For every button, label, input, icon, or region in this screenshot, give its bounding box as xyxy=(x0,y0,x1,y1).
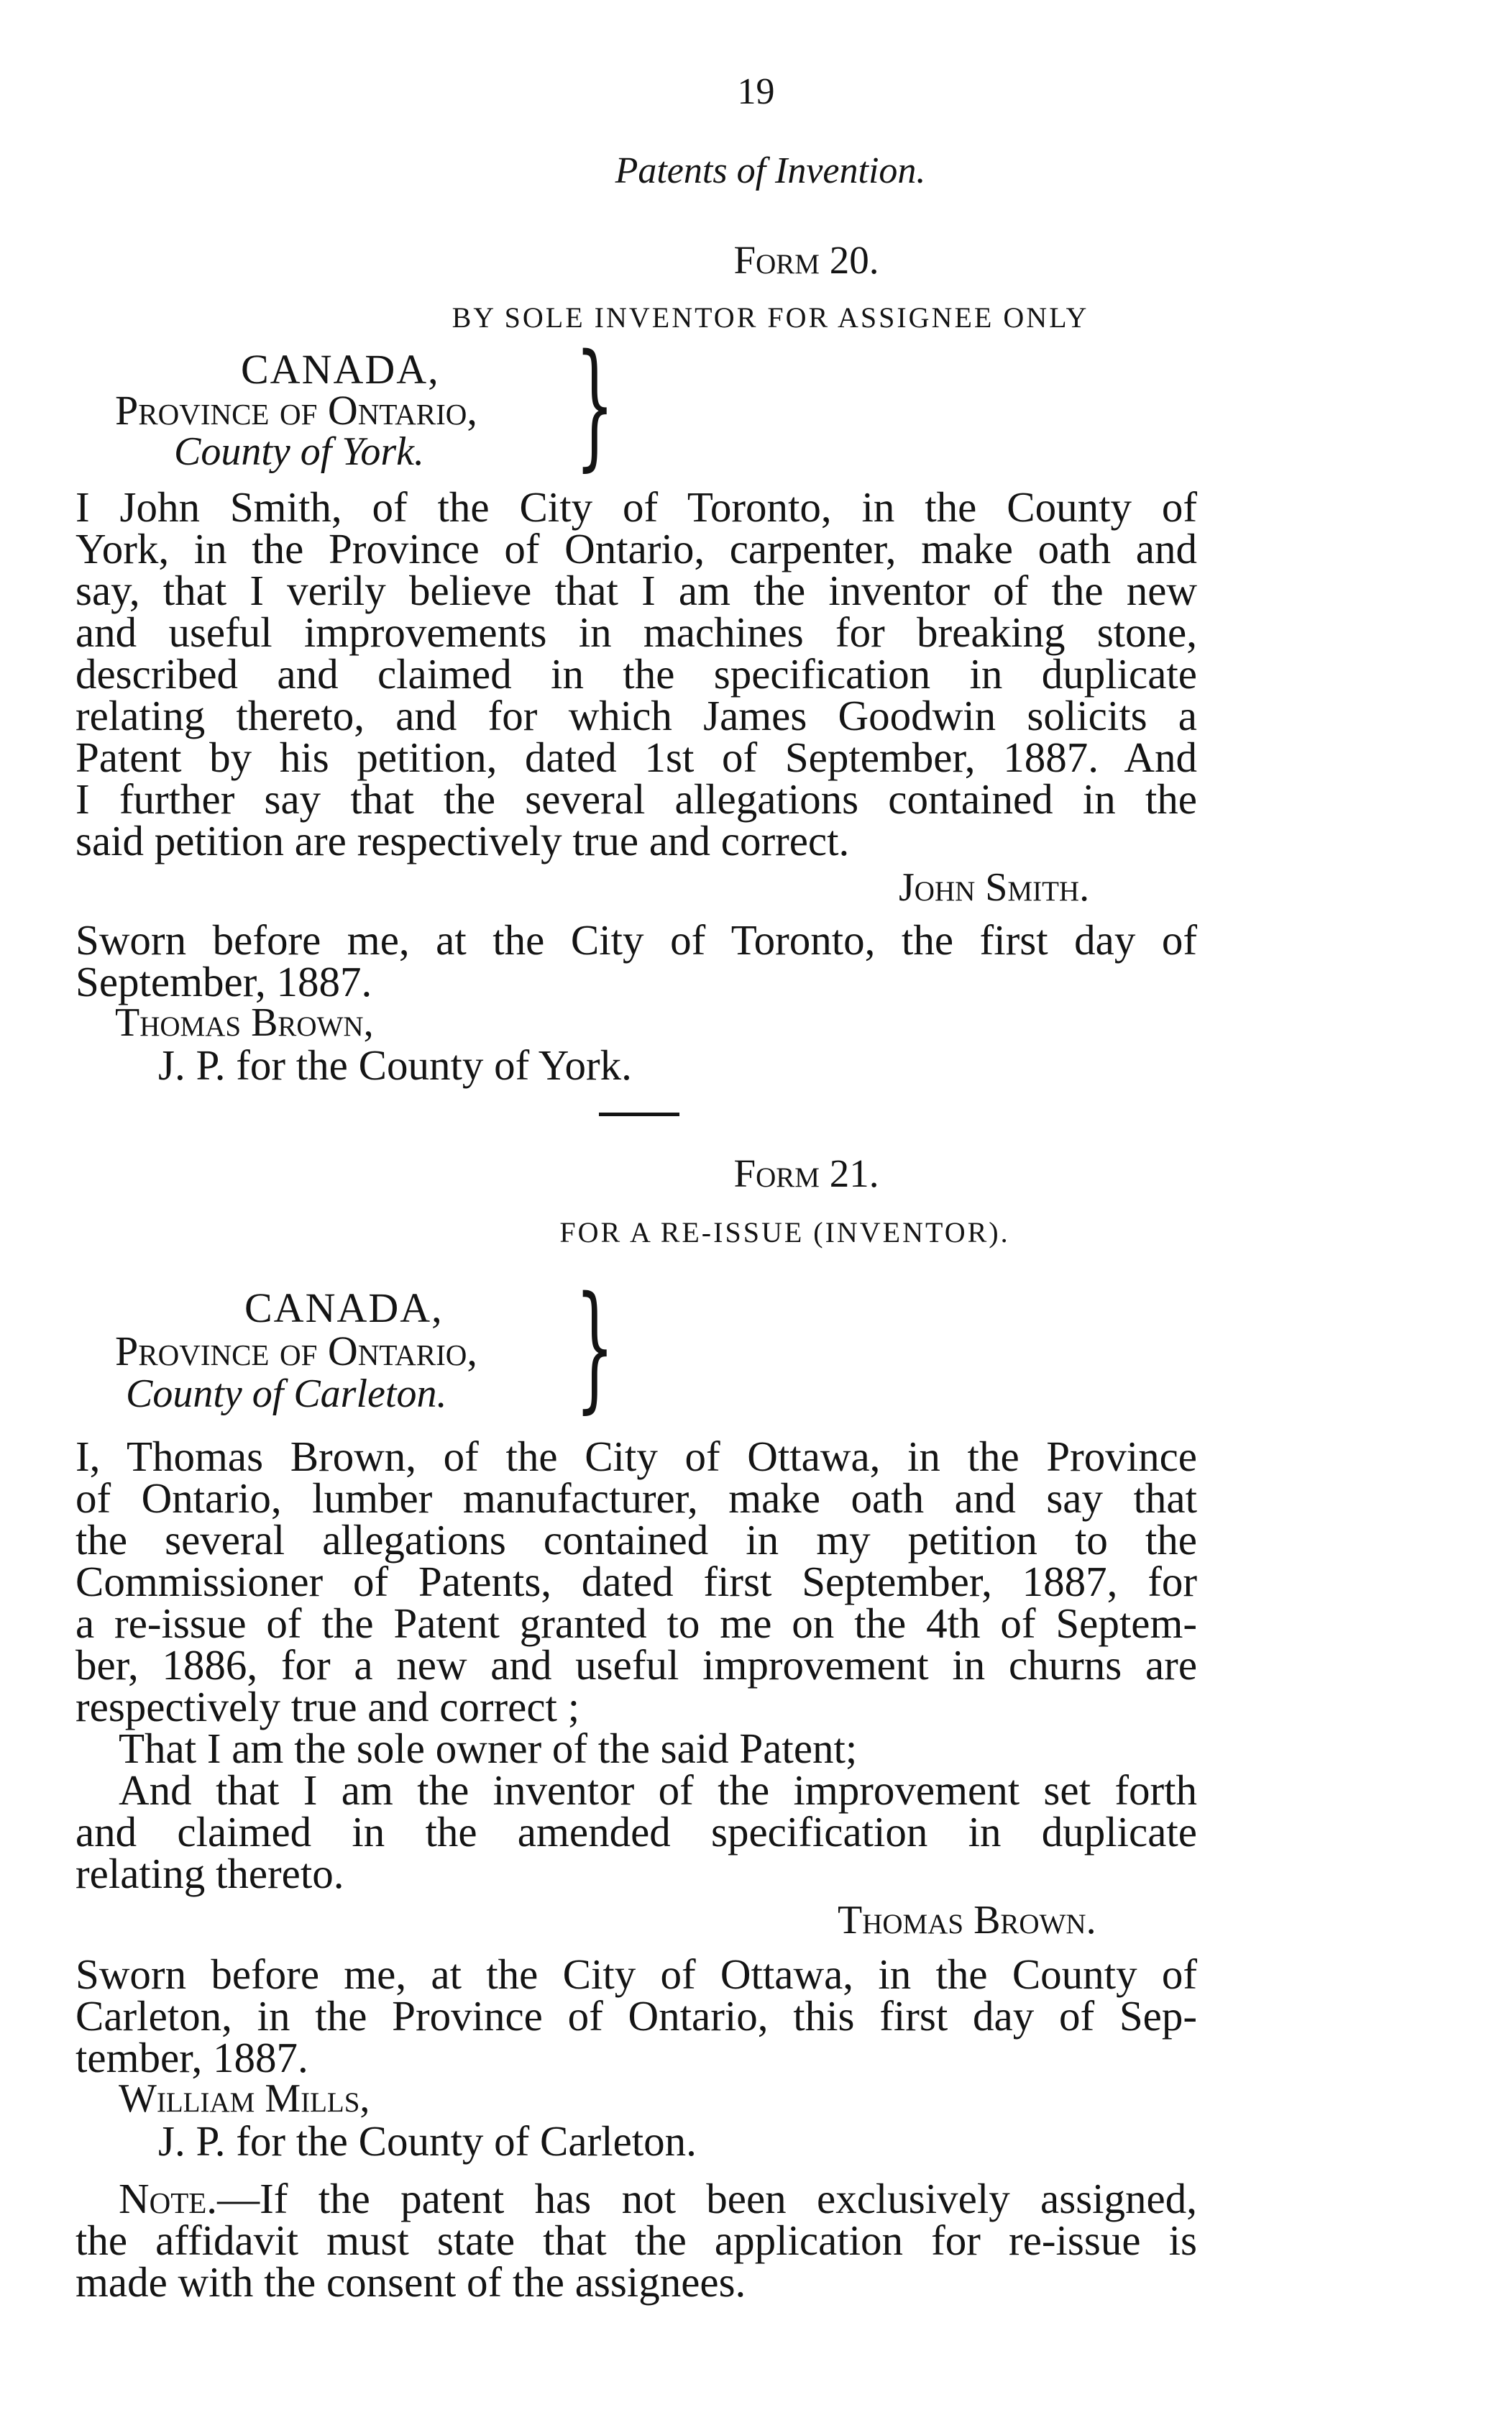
form-21-body2-line: And that I am the inventor of the improvement set forth xyxy=(119,1766,1197,1814)
form-20-venue-brace: } xyxy=(575,325,615,484)
note-first-line xyxy=(119,2175,1197,2222)
form-21-venue-province: Province of Ontario, xyxy=(115,1328,477,1374)
form-21-venue-county: County of Carleton. xyxy=(126,1371,447,1416)
form-21-body2-line: and claimed in the amended specification in duplicate xyxy=(75,1808,1197,1856)
form-21-body-line: of Ontario, lumber manufacturer, make oath and say that xyxy=(75,1474,1197,1522)
form-21-sworn-line: Sworn before me, at the City of Ottawa, in the County of xyxy=(75,1950,1197,1998)
form-20-title: Form 20. xyxy=(733,238,879,282)
form-21-body2-line: relating thereto. xyxy=(75,1850,344,1897)
form-20-body-line: and useful improvements in machines for breaking stone, xyxy=(75,608,1197,656)
form-20-body-line: relating thereto, and for which James Goodwin solicits a xyxy=(75,692,1197,739)
note-label: Note. xyxy=(119,2175,218,2222)
form-20-subtitle: BY SOLE INVENTOR FOR ASSIGNEE ONLY xyxy=(452,301,1089,334)
form-21-venue-country: CANADA, xyxy=(244,1284,444,1331)
form-21-signature: Thomas Brown. xyxy=(838,1898,1096,1943)
form-20-venue-country: CANADA, xyxy=(241,346,440,393)
form-20-officer-title: J. P. for the County of York. xyxy=(158,1041,632,1089)
form-20-venue-province: Province of Ontario, xyxy=(115,387,477,434)
form-20-body-line: described and claimed in the specification in duplicate xyxy=(75,650,1197,698)
note-text: —If the patent has not been exclusively assigned, xyxy=(217,2175,1197,2222)
form-21-body-line: ber, 1886, for a new and useful improvement in churns are xyxy=(75,1641,1197,1689)
form-20-body-line: I further say that the several allegations contained in the xyxy=(75,775,1197,823)
page-number: 19 xyxy=(737,71,775,112)
form-20-sworn-line: Sworn before me, at the City of Toronto, the first day of xyxy=(75,916,1197,964)
form-20-body-line: said petition are respectively true and correct. xyxy=(75,817,850,864)
section-divider xyxy=(599,1113,679,1116)
form-21-body2-line: That I am the sole owner of the said Patent; xyxy=(119,1725,858,1772)
form-20-body-line: York, in the Province of Ontario, carpenter, make oath and xyxy=(75,525,1197,572)
form-20-body-line: I John Smith, of the City of Toronto, in the County of xyxy=(75,483,1197,531)
note-line: the affidavit must state that the application for re-issue is xyxy=(75,2217,1197,2264)
form-20-body-line: Patent by his petition, dated 1st of September, 1887. And xyxy=(75,734,1197,781)
form-21-sworn-line: Carleton, in the Province of Ontario, this first day of Sep- xyxy=(75,1992,1197,2040)
form-21-body-line: Commissioner of Patents, dated first September, 1887, for xyxy=(75,1558,1197,1605)
form-21-body-line: respectively true and correct ; xyxy=(75,1683,580,1730)
form-20-body-line: say, that I verily believe that I am the inventor of the new xyxy=(75,567,1197,614)
form-21-body-line: I, Thomas Brown, of the City of Ottawa, in the Province xyxy=(75,1433,1197,1480)
form-21-body-line: the several allegations contained in my petition to the xyxy=(75,1516,1197,1564)
form-21-officer-title: J. P. for the County of Carleton. xyxy=(158,2117,697,2165)
note-line: made with the consent of the assignees. xyxy=(75,2258,746,2306)
form-20-sworn-line: September, 1887. xyxy=(75,958,372,1005)
form-21-title: Form 21. xyxy=(733,1151,879,1195)
form-20-officer-name: Thomas Brown, xyxy=(115,1000,374,1045)
running-title: Patents of Invention. xyxy=(615,150,926,191)
form-21-venue-brace: } xyxy=(575,1267,615,1426)
form-21-sworn-line: tember, 1887. xyxy=(75,2034,308,2081)
form-21-officer-name: William Mills, xyxy=(119,2076,370,2121)
form-20-venue-county: County of York. xyxy=(174,429,424,474)
form-21-subtitle: FOR A RE-ISSUE (INVENTOR). xyxy=(559,1216,1010,1249)
form-21-body-line: a re-issue of the Patent granted to me on the 4th of Septem- xyxy=(75,1599,1197,1647)
form-20-signature: John Smith. xyxy=(899,865,1090,910)
